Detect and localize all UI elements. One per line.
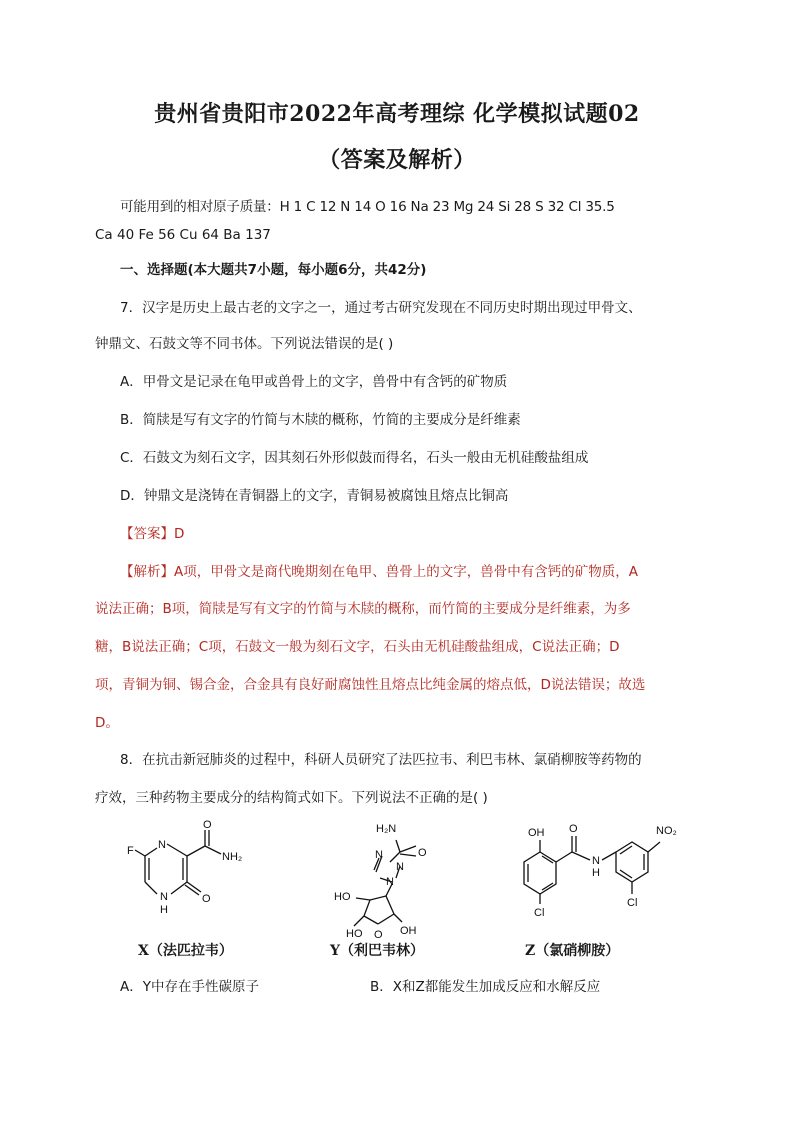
molecule-x-nh-label: N — [160, 891, 168, 903]
molecule-y-o-label: O — [418, 847, 427, 859]
molecule-x-structure — [125, 820, 265, 934]
q7-option-c: C．石鼓文为刻石文字，因其刻石外形似鼓而得名，石头一般由无机硅酸盐组成 — [120, 450, 589, 466]
q8-stem-line1: 8．在抗击新冠肺炎的过程中，科研人员研究了法匹拉韦、利巴韦林、氯硝柳胺等药物的 — [120, 752, 642, 768]
molecule-z-oh-label: OH — [528, 827, 545, 839]
q7-explanation-line1: 【解析】A项，甲骨文是商代晚期刻在龟甲、兽骨上的文字，兽骨中有含钙的矿物质，A — [120, 564, 638, 580]
section-heading: 一、选择题(本大题共7小题，每小题6分，共42分) — [120, 262, 427, 278]
q7-explanation-line3: 糖，B说法正确；C项，石鼓文一般为刻石文字，石头由无机硅酸盐组成，C说法正确；D — [95, 639, 620, 655]
molecule-y-n3-label: N — [386, 876, 394, 888]
molecule-x-nh2-label: NH₂ — [222, 851, 243, 863]
atomic-masses-line2: Ca 40 Fe 56 Cu 64 Ba 137 — [95, 227, 271, 243]
q8-option-a: A．Y中存在手性碳原子 — [120, 979, 259, 995]
molecule-z-n-label: N — [592, 855, 600, 867]
q8-stem-line2: 疗效，三种药物主要成分的结构简式如下。下列说法不正确的是( ) — [95, 790, 488, 806]
molecule-y-ho1-label: HO — [334, 891, 351, 903]
molecule-y-n1-label: N — [375, 849, 383, 861]
q7-explanation-line2: 说法正确；B项，简牍是写有文字的竹简与木牍的概称，而竹简的主要成分是纤维素，为多 — [95, 601, 631, 617]
molecule-x-f-label: F — [127, 845, 134, 857]
molecule-x-caption: X（法匹拉韦） — [138, 943, 233, 959]
q7-option-a: A．甲骨文是记录在龟甲或兽骨上的文字，兽骨中有含钙的矿物质 — [120, 374, 508, 390]
molecule-z-h-label: H — [592, 867, 600, 879]
q7-option-d: D．钟鼎文是浇铸在青铜器上的文字，青铜易被腐蚀且熔点比铜高 — [120, 488, 509, 504]
molecule-z-cl2-label: Cl — [534, 907, 545, 919]
page-title: 贵州省贵阳市2022年高考理综 化学模拟试题02 — [154, 101, 640, 127]
molecule-y-caption: Y（利巴韦林） — [330, 943, 424, 959]
molecule-z-svg — [510, 818, 690, 928]
molecule-x-o1-label: O — [203, 819, 212, 831]
q7-explanation-line4: 项，青铜为铜、锡合金，合金具有良好耐腐蚀性且熔点比纯金属的熔点低，D说法错误；故选 — [95, 677, 646, 693]
molecule-y-oh-label: OH — [400, 925, 417, 937]
molecule-y-structure — [320, 816, 470, 942]
atomic-masses-line1: 可能用到的相对原子质量：H 1 C 12 N 14 O 16 Na 23 Mg 24 Si 28 S 32 Cl 35.5 — [120, 199, 615, 215]
molecule-y-n2-label: N — [396, 861, 404, 873]
molecule-y-svg — [320, 816, 470, 941]
molecule-x-o2-label: O — [202, 893, 211, 905]
molecule-x-n1-label: N — [158, 839, 166, 851]
q7-stem-line2: 钟鼎文、石鼓文等不同书体。下列说法错误的是( ) — [95, 336, 394, 352]
molecule-z-caption: Z（氯硝柳胺） — [525, 943, 620, 959]
molecule-y-o2-label: O — [374, 929, 383, 941]
page-subtitle: （答案及解析） — [318, 147, 476, 173]
molecule-y-ho2-label: HO — [346, 928, 363, 940]
q7-stem-line1: 7．汉字是历史上最古老的文字之一，通过考古研究发现在不同历史时期出现过甲骨文、 — [120, 300, 642, 316]
molecule-z-structure — [510, 818, 690, 932]
molecule-z-cl1-label: Cl — [627, 897, 638, 909]
q7-answer: 【答案】D — [120, 526, 185, 542]
q8-option-b: B．X和Z都能发生加成反应和水解反应 — [370, 979, 601, 995]
q7-explanation-line5: D。 — [95, 715, 119, 731]
molecule-z-o-label: O — [569, 823, 578, 835]
q7-option-b: B．简牍是写有文字的竹简与木牍的概称，竹简的主要成分是纤维素 — [120, 412, 521, 428]
molecule-x-h-label: H — [160, 904, 168, 916]
molecule-z-no2-label: NO₂ — [656, 825, 677, 837]
molecule-y-h2n-label: H₂N — [376, 823, 397, 835]
molecule-x-svg — [125, 820, 265, 930]
